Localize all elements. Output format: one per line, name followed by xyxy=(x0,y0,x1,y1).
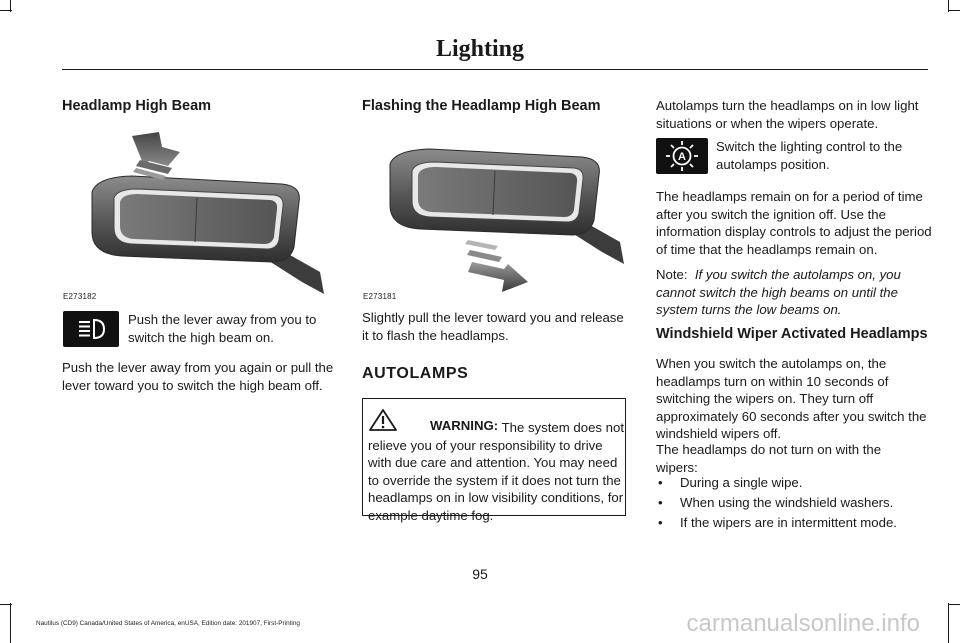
crop-mark-bottom-left xyxy=(10,603,11,643)
right-paragraph-3: The headlamps do not turn on with the wipers: xyxy=(656,442,882,475)
bullet-dot: • xyxy=(658,515,663,530)
high-beam-icon xyxy=(63,311,119,347)
right-subheading: Windshield Wiper Activated Headlamps xyxy=(656,326,928,342)
crop-mark-top-left-h xyxy=(0,10,12,11)
autolamps-icon xyxy=(656,138,708,174)
bullet-text: If the wipers are in intermittent mode. xyxy=(680,515,897,530)
flash-high-beam-lever-illustration xyxy=(362,122,632,300)
crop-mark-bottom-left-h xyxy=(0,604,12,605)
right-icon-caption: Switch the lighting control to the autolamps position. xyxy=(716,139,903,172)
list-item xyxy=(658,474,928,492)
note-text: If you switch the autolamps on, you cannot switch the high beams on until the system turns the low beams on. xyxy=(656,267,901,317)
right-intro: Autolamps turn the headlamps on in low light situations or when the wipers operate. xyxy=(656,98,919,131)
bullet-dot: • xyxy=(658,475,663,490)
crop-mark-top-right-h xyxy=(948,10,960,11)
middle-heading: Flashing the Headlamp High Beam xyxy=(362,98,601,114)
right-paragraph-1: The headlamps remain on for a period of time after you switch the ignition off. Use the information display controls to adjust the period of time that the headlamps remain on. xyxy=(656,189,932,257)
watermark: carmanualsonline.info xyxy=(686,610,920,637)
right-note xyxy=(656,266,932,319)
warning-label: WARNING: xyxy=(430,418,499,433)
header-rule xyxy=(62,69,928,70)
figure-code-middle: E273181 xyxy=(363,292,397,301)
left-heading: Headlamp High Beam xyxy=(62,98,212,114)
warning-body: The system does not relieve you of your responsibility to drive with due care and attention. You may need to override the system if it does not turn the headlamps on in low visibility conditions, for example daytime fog. xyxy=(368,420,624,523)
figure-code-left: E273182 xyxy=(63,292,97,301)
high-beam-lever-illustration xyxy=(62,122,332,300)
bullet-text: When using the windshield washers. xyxy=(680,495,894,510)
page-header-title: Lighting xyxy=(435,36,525,62)
left-paragraph: Push the lever away from you again or pull the lever toward you to switch the high beam off. xyxy=(62,360,334,393)
left-icon-caption: Push the lever away from you to switch the high beam on. xyxy=(128,312,317,345)
warning-box xyxy=(362,398,626,523)
bullet-text: During a single wipe. xyxy=(680,475,803,490)
list-item xyxy=(658,494,928,512)
list-item xyxy=(658,514,928,532)
crop-mark-bottom-right xyxy=(948,603,949,643)
crop-mark-bottom-right-h xyxy=(948,604,960,605)
warning-text xyxy=(368,419,624,524)
page-number: 95 xyxy=(472,566,488,582)
svg-text:A: A xyxy=(678,151,686,163)
bullet-dot: • xyxy=(658,495,663,510)
edition-line: Nautilus (CD9) Canada/United States of America, enUSA, Edition date: 201907, First-Printing xyxy=(36,620,300,627)
right-paragraph-2: When you switch the autolamps on, the headlamps turn on within 10 seconds of switching the wipers on. They turn off approximately 60 seconds after you switch the windshield wipers off. xyxy=(656,356,927,441)
section-title-autolamps: AUTOLAMPS xyxy=(362,365,469,382)
note-label: Note: xyxy=(656,267,688,282)
middle-paragraph: Slightly pull the lever toward you and release it to flash the headlamps. xyxy=(362,310,624,343)
